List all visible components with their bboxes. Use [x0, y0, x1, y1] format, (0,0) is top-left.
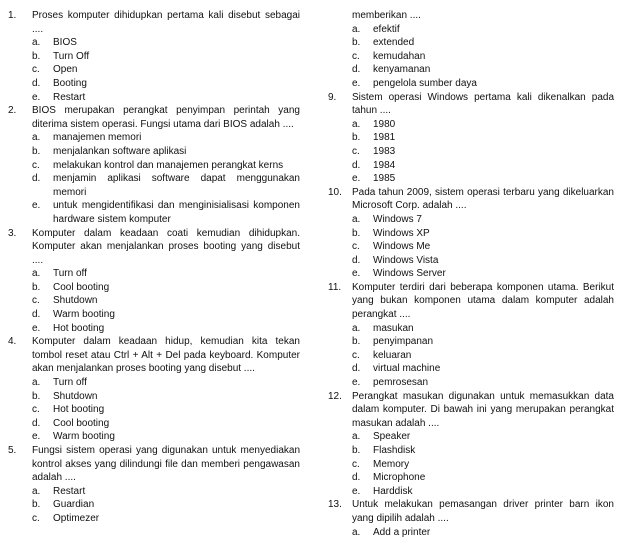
question-stem	[8, 227, 300, 268]
option-letter: c.	[352, 349, 360, 361]
option-letter: c.	[352, 458, 360, 470]
answer-option	[328, 267, 614, 281]
question-item	[328, 186, 614, 281]
option-text: menjamin aplikasi software dapat menggunakan memori	[53, 173, 300, 198]
answer-option	[8, 294, 300, 308]
question-number: 13.	[328, 499, 342, 511]
option-letter: b.	[352, 445, 361, 456]
answer-option	[8, 50, 300, 64]
option-text: masukan	[373, 322, 414, 334]
question-number: 3.	[8, 227, 17, 239]
option-letter: d.	[352, 159, 361, 171]
option-letter: d.	[352, 254, 361, 266]
option-text: Speaker	[373, 431, 411, 443]
option-text: Windows Vista	[373, 254, 439, 266]
option-letter: a.	[352, 526, 361, 538]
option-text: Cool booting	[53, 281, 110, 293]
question-item	[328, 91, 614, 186]
option-letter: d.	[352, 472, 361, 484]
option-text: Hot booting	[53, 322, 105, 334]
question-number: 9.	[328, 91, 337, 103]
question-number: 4.	[8, 336, 17, 348]
right-column	[328, 9, 614, 539]
question-text: Fungsi sistem operasi yang digunakan untuk menyediakan kontrol akses yang dilindungi file dan memberi pengawasan adalah ....	[32, 445, 300, 484]
option-letter: a.	[32, 268, 41, 280]
option-letter: d.	[32, 417, 41, 429]
question-item	[8, 444, 300, 526]
option-letter: a.	[352, 118, 361, 130]
answer-option	[328, 322, 614, 336]
question-text: Perangkat masukan digunakan untuk memasukkan data dalam komputer. Di bawah ini yang merupakan perangkat masukan adalah ....	[352, 390, 614, 429]
option-text: Cool booting	[53, 417, 110, 429]
option-text: Optimezer	[53, 512, 100, 524]
answer-option	[328, 471, 614, 485]
question-number: 1.	[8, 10, 17, 21]
option-letter: e.	[352, 485, 361, 497]
option-text: Turn off	[53, 268, 87, 280]
question-stem	[328, 186, 614, 213]
option-text: Shutdown	[53, 390, 98, 402]
answer-option	[8, 267, 300, 281]
option-text: 1984	[373, 159, 396, 171]
option-letter: b.	[352, 132, 361, 144]
option-letter: e.	[32, 431, 41, 443]
answer-option	[328, 63, 614, 77]
option-text: keluaran	[373, 349, 412, 361]
option-letter: a.	[352, 213, 361, 225]
option-letter: a.	[32, 37, 41, 49]
option-text: Shutdown	[53, 295, 98, 307]
left-column	[8, 9, 300, 526]
answer-option	[8, 199, 300, 226]
option-text: Harddisk	[373, 485, 413, 497]
answer-option	[8, 77, 300, 91]
option-letter: a.	[352, 322, 361, 334]
option-text: Hot booting	[53, 404, 105, 416]
option-letter: c.	[32, 404, 40, 416]
option-letter: c.	[352, 145, 360, 157]
option-text: Guardian	[53, 499, 95, 511]
answer-option	[8, 91, 300, 105]
answer-option	[8, 36, 300, 50]
answer-option	[328, 458, 614, 472]
answer-option	[328, 213, 614, 227]
option-letter: b.	[32, 50, 41, 62]
option-letter: e.	[32, 322, 41, 334]
answer-option	[8, 63, 300, 77]
answer-option	[8, 308, 300, 322]
option-text: 1980	[373, 118, 396, 130]
question-item	[8, 335, 300, 444]
option-letter: e.	[32, 91, 41, 103]
option-text: Flashdisk	[373, 445, 416, 456]
option-letter: e.	[352, 173, 361, 185]
answer-option	[8, 512, 300, 526]
option-text: 1981	[373, 132, 396, 144]
option-text: 1983	[373, 145, 396, 157]
option-letter: d.	[32, 77, 41, 89]
answer-option	[328, 430, 614, 444]
option-letter: d.	[352, 64, 361, 76]
question-text: Komputer terdiri dari beberapa komponen utama. Berikut yang bukan komponen utama dalam komputer adalah perangkat ....	[352, 281, 614, 321]
answer-option	[328, 159, 614, 173]
option-letter: c.	[32, 295, 40, 307]
option-text: Windows XP	[373, 227, 430, 239]
question-text: Komputer dalam keadaan hidup, kemudian kita tekan tombol reset atau Ctrl + Alt + Del pada keyboard. Komputer akan menjalankan proses booting yang disebut ....	[32, 336, 300, 375]
answer-option	[8, 172, 300, 199]
answer-option	[328, 145, 614, 159]
answer-option	[328, 118, 614, 132]
question-text: Proses komputer dihidupkan pertama kali disebut sebagai ....	[32, 10, 300, 35]
answer-option	[8, 376, 300, 390]
option-letter: a.	[352, 431, 361, 443]
option-text: pemrosesan	[373, 377, 429, 389]
option-text: Restart	[53, 485, 86, 497]
option-letter: c.	[352, 50, 360, 62]
question-text: Untuk melakukan pemasangan driver printer barn ikon yang dipilih adalah ....	[352, 499, 614, 524]
option-letter: b.	[32, 281, 41, 293]
answer-option	[8, 322, 300, 336]
option-letter: c.	[32, 159, 40, 171]
option-text: Booting	[53, 77, 87, 89]
option-text: Turn Off	[53, 50, 90, 62]
answer-option	[8, 131, 300, 145]
option-text: Microphone	[373, 472, 426, 484]
answer-option	[8, 403, 300, 417]
option-text: melakukan kontrol dan manajemen perangkat kerns	[53, 159, 284, 171]
option-letter: e.	[352, 377, 361, 389]
question-text: Sistem operasi Windows pertama kali dikenalkan pada tahun ....	[352, 91, 614, 117]
option-text: Add a printer	[373, 526, 431, 538]
option-text: kenyamanan	[373, 64, 431, 76]
question-item	[8, 104, 300, 226]
answer-option	[8, 390, 300, 404]
answer-option	[328, 362, 614, 376]
option-letter: b.	[32, 145, 41, 157]
answer-option	[328, 50, 614, 64]
option-letter: c.	[352, 241, 360, 253]
answer-option	[328, 335, 614, 349]
option-letter: a.	[32, 132, 41, 144]
question-number: 5.	[8, 445, 17, 456]
option-text: 1985	[373, 173, 396, 185]
option-letter: d.	[352, 363, 361, 375]
option-letter: d.	[32, 309, 41, 321]
option-letter: b.	[352, 227, 361, 239]
option-text: Warm booting	[53, 309, 115, 321]
option-letter: e.	[352, 77, 361, 89]
answer-option	[8, 159, 300, 173]
question-item	[328, 390, 614, 499]
option-text: extended	[373, 37, 415, 49]
question-number: 11.	[328, 281, 342, 293]
question-item	[328, 281, 614, 390]
question-number: 2.	[8, 105, 17, 117]
option-letter: e.	[352, 268, 361, 280]
option-text: menjalankan software aplikasi	[53, 145, 187, 157]
question-stem	[328, 281, 614, 322]
answer-option	[8, 417, 300, 431]
answer-option	[8, 281, 300, 295]
option-letter: a.	[32, 377, 41, 389]
answer-option	[8, 498, 300, 512]
answer-option	[328, 172, 614, 186]
option-text: efektif	[373, 23, 400, 35]
question-item	[328, 498, 614, 539]
continued-options	[328, 23, 614, 91]
option-text: Windows 7	[373, 213, 422, 225]
question-stem	[8, 104, 300, 131]
option-text: untuk mengidentifikasi dan menginisialisasi komponen hardware sistem komputer	[53, 200, 300, 225]
answer-option	[328, 349, 614, 363]
option-text: Warm booting	[53, 431, 115, 443]
option-letter: a.	[32, 485, 41, 497]
option-letter: b.	[32, 499, 41, 511]
question-text: Pada tahun 2009, sistem operasi terbaru yang dikeluarkan Microsoft Corp. adalah ....	[352, 186, 614, 212]
question-stem	[328, 91, 614, 118]
question-stem	[8, 9, 300, 36]
answer-option	[328, 240, 614, 254]
answer-option	[8, 145, 300, 159]
answer-option	[328, 254, 614, 268]
option-letter: d.	[32, 173, 41, 185]
option-text: Restart	[53, 91, 86, 103]
option-text: Windows Server	[373, 268, 446, 280]
question-number: 10.	[328, 186, 342, 198]
option-letter: b.	[32, 390, 41, 402]
question-text: BIOS merupakan perangkat penyimpan perintah yang diterima sistem operasi. Fungsi utama dari BIOS adalah ....	[32, 105, 300, 130]
option-text: virtual machine	[373, 363, 441, 375]
question-stem	[328, 498, 614, 525]
answer-option	[328, 131, 614, 145]
answer-option	[328, 77, 614, 91]
answer-option	[328, 227, 614, 241]
option-letter: e.	[32, 200, 41, 212]
continued-question-text: memberikan ....	[352, 10, 421, 21]
option-text: manajemen memori	[53, 132, 142, 144]
option-text: Turn off	[53, 377, 87, 389]
answer-option	[328, 23, 614, 37]
answer-option	[328, 526, 614, 540]
option-letter: a.	[352, 23, 361, 35]
question-item	[8, 9, 300, 104]
answer-option	[328, 444, 614, 458]
option-letter: c.	[32, 64, 40, 76]
question-stem	[8, 444, 300, 485]
question-number: 12.	[328, 390, 342, 402]
option-text: Open	[53, 64, 78, 76]
option-letter: b.	[352, 336, 361, 348]
option-text: BIOS	[53, 37, 77, 49]
answer-option	[328, 36, 614, 50]
question-item	[8, 227, 300, 336]
right-questions	[328, 91, 614, 540]
option-letter: c.	[32, 512, 40, 524]
option-text: penyimpanan	[373, 336, 434, 348]
question-stem	[8, 335, 300, 376]
answer-option	[328, 376, 614, 390]
answer-option	[8, 430, 300, 444]
question-text: Komputer dalam keadaan coati kemudian dihidupkan. Komputer akan menjalankan proses booting yang disebut ....	[32, 227, 300, 266]
option-text: pengelola sumber daya	[373, 77, 477, 89]
answer-option	[328, 485, 614, 499]
option-text: Windows Me	[373, 241, 431, 253]
question-stem	[328, 390, 614, 431]
option-text: Memory	[373, 458, 410, 470]
option-text: kemudahan	[373, 50, 426, 62]
answer-option	[8, 485, 300, 499]
option-letter: b.	[352, 37, 361, 49]
